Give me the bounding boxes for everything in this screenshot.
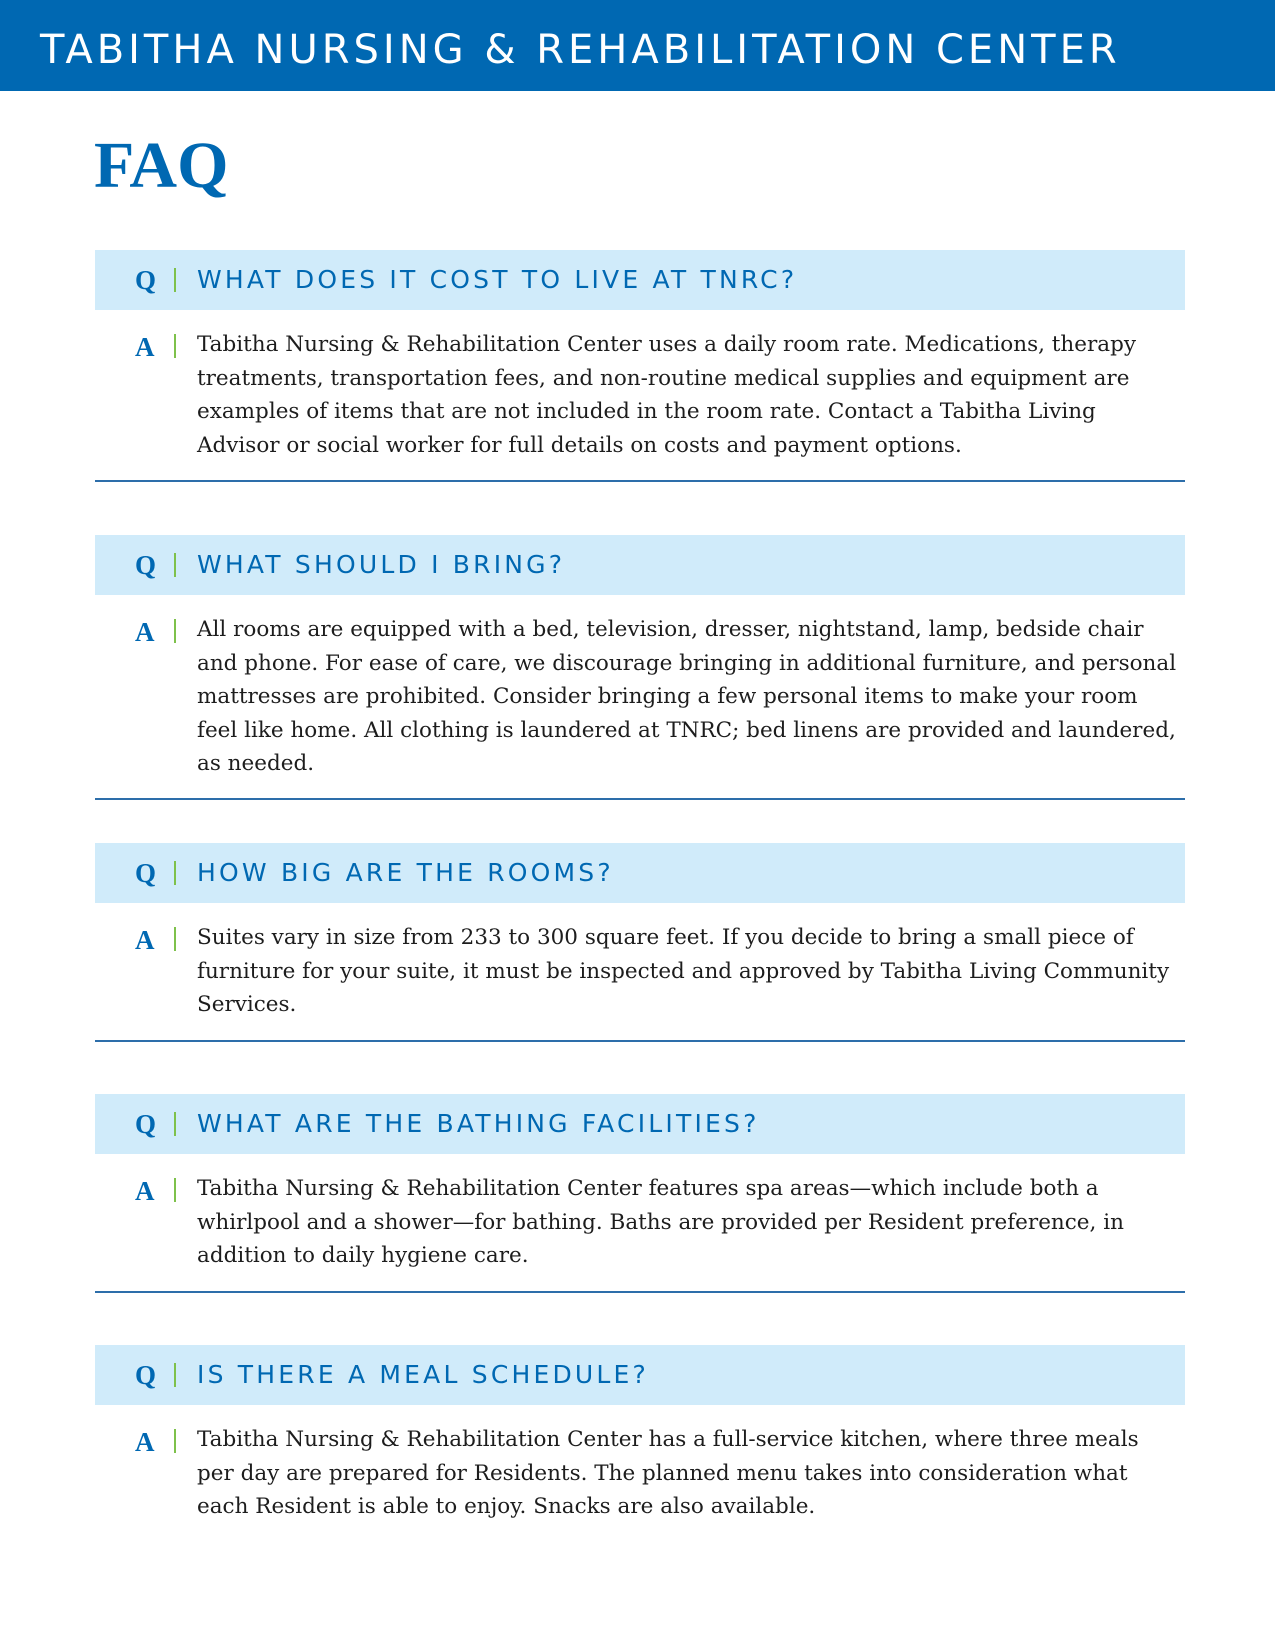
- question-text: WHAT DOES IT COST TO LIVE AT TNRC?: [197, 265, 798, 294]
- question-marker: Q: [135, 265, 157, 295]
- answer-marker: A: [135, 617, 155, 647]
- answer-marker: A: [135, 1427, 155, 1457]
- question-text: HOW BIG ARE THE ROOMS?: [197, 858, 614, 887]
- question-marker: Q: [135, 858, 157, 888]
- answer-text: Suites vary in size from 233 to 300 square feet. If you decide to bring a small piece of furniture for your suite, it must be inspected and approved by Tabitha Living Community Services.: [197, 925, 1170, 1017]
- question-separator: [174, 1112, 176, 1136]
- section-divider: [95, 480, 1185, 482]
- question-separator: [174, 553, 176, 577]
- answer-separator: [174, 334, 176, 358]
- answer-separator: [174, 1178, 176, 1202]
- answer-marker: A: [135, 332, 155, 362]
- answer-separator: [174, 1429, 176, 1453]
- question-marker: Q: [135, 1360, 157, 1390]
- section-divider: [95, 1291, 1185, 1293]
- page-title: FAQ: [94, 129, 229, 202]
- section-divider: [95, 1040, 1185, 1042]
- answer-marker: A: [135, 925, 155, 955]
- question-text: IS THERE A MEAL SCHEDULE?: [197, 1360, 650, 1389]
- header-band: [0, 0, 1275, 91]
- question-separator: [174, 861, 176, 885]
- answer-marker: A: [135, 1176, 155, 1206]
- question-text: WHAT SHOULD I BRING?: [197, 550, 566, 579]
- section-divider: [95, 798, 1185, 800]
- answer-text: Tabitha Nursing & Rehabilitation Center uses a daily room rate. Medications, therapy treatments, transportation fees, and non-routine medical supplies and equipment are examples of items that are not included in the room rate. Contact a Tabitha Living Advisor or social worker for full details on costs and payment options.: [197, 332, 1137, 458]
- answer-separator: [174, 619, 176, 643]
- answer-separator: [174, 927, 176, 951]
- answer-text: All rooms are equipped with a bed, television, dresser, nightstand, lamp, bedside chair and phone. For ease of care, we discourage bringing in additional furniture, and personal mattresses are prohibited. Consider bringing a few personal items to make your room feel like home. All clothing is laundered at TNRC; bed linens are provided and laundered, as needed.: [197, 617, 1177, 776]
- organization-title: TABITHA NURSING & REHABILITATION CENTER: [40, 27, 1121, 73]
- question-separator: [174, 1363, 176, 1387]
- answer-text: Tabitha Nursing & Rehabilitation Center has a full-service kitchen, where three meals per day are prepared for Residents. The planned menu takes into consideration what each Resident is able to enjoy. Snacks are also available.: [197, 1427, 1139, 1519]
- question-text: WHAT ARE THE BATHING FACILITIES?: [197, 1109, 760, 1138]
- question-marker: Q: [135, 1109, 157, 1139]
- answer-text: Tabitha Nursing & Rehabilitation Center features spa areas—which include both a whirlpool and a shower—for bathing. Baths are provided per Resident preference, in addition to daily hygiene care.: [197, 1176, 1124, 1268]
- question-separator: [174, 268, 176, 292]
- question-marker: Q: [135, 550, 157, 580]
